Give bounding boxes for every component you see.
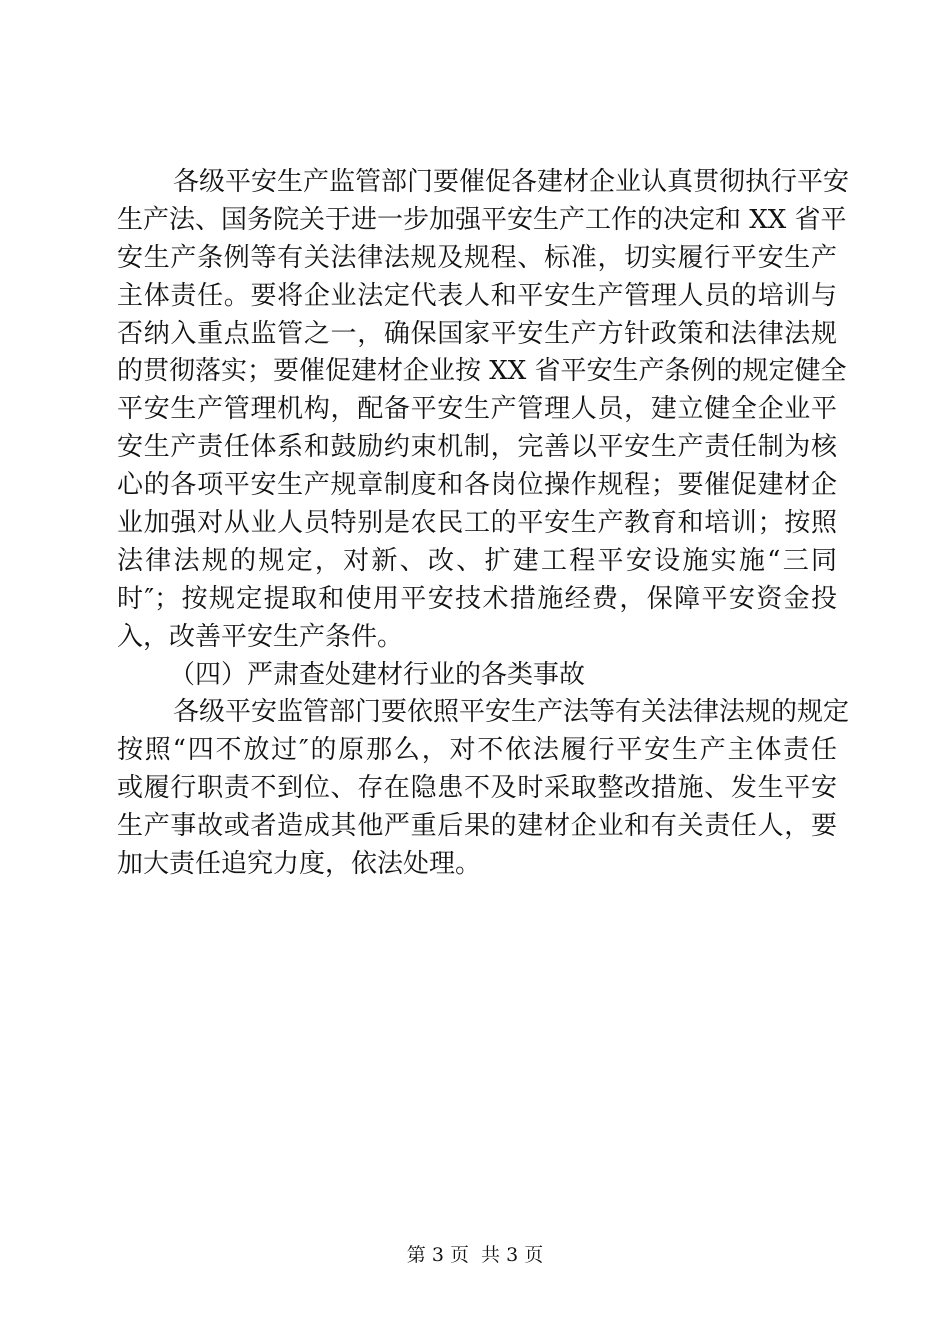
document-body xyxy=(117,164,850,884)
text-line: 或履行职责不到位、存在隐患不及时采取整改措施、发生平安 xyxy=(117,773,837,804)
text-line: 主体责任。要将企业法定代表人和平安生产管理人员的培训与 xyxy=(117,280,837,311)
text-line: 各级平安生产监管部门要催促各建材企业认真贯彻执行平安 xyxy=(173,167,850,197)
text-line: 时″；按规定提取和使用平安技术措施经费，保障平安资金投 xyxy=(117,583,837,614)
text-line: 心的各项平安生产规章制度和各岗位操作规程；要催促建材企 xyxy=(117,470,837,501)
paragraph-2 xyxy=(117,694,850,883)
section-heading: （四）严肃查处建材行业的各类事故 xyxy=(169,659,586,690)
text-line: 生产法、国务院关于进一步加强平安生产工作的决定和 XX 省平 xyxy=(117,204,847,235)
page-footer xyxy=(0,1243,950,1267)
text-line: 入，改善平安生产条件。 xyxy=(117,621,404,652)
text-line: 安生产条例等有关法律法规及规程、标准，切实履行平安生产 xyxy=(117,242,837,273)
text-line: 平安生产管理机构，配备平安生产管理人员，建立健全企业平 xyxy=(117,394,837,425)
text-line: 安生产责任体系和鼓励约束机制，完善以平安生产责任制为核 xyxy=(117,432,837,463)
text-line: 否纳入重点监管之一，确保国家平安生产方针政策和法律法规 xyxy=(117,318,837,349)
text-line: 生产事故或者造成其他严重后果的建材企业和有关责任人，要 xyxy=(117,811,837,842)
text-line: 法律法规的规定，对新、改、扩建工程平安设施实施“三同 xyxy=(117,545,837,576)
text-line: 加大责任追究力度，依法处理。 xyxy=(117,849,482,880)
text-line: 业加强对从业人员特别是农民工的平安生产教育和培训；按照 xyxy=(117,508,837,539)
page-number-label: 第 3 页 共 3 页 xyxy=(406,1244,544,1266)
paragraph-1 xyxy=(117,164,850,657)
text-line: 的贯彻落实；要催促建材企业按 XX 省平安生产条例的规定健全 xyxy=(117,356,847,387)
text-line: 各级平安监管部门要依照平安生产法等有关法律法规的规定 xyxy=(173,697,850,728)
text-line: 按照“四不放过″的原那么，对不依法履行平安生产主体责任 xyxy=(117,735,837,766)
